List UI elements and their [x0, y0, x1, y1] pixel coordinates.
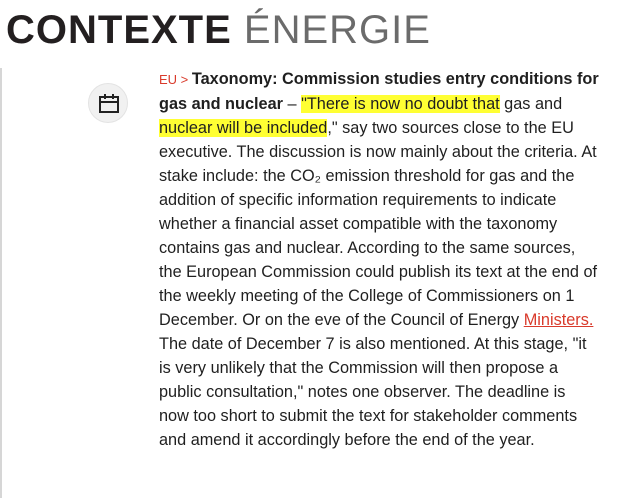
article-body-1: ," say two sources close to the EU executive. The discussion is now mainly about the criteria. At stake include: the CO₂ emission threshold for gas and the addition of specific information requirements to indicate whether a financial asset compatible with the taxonomy contains gas and nuclear. According to the same sources, the European Commission could publish its text at the end of the weekly meeting of the College of Commissioners on 1 December. Or on the eve of the Council of Energy: [159, 119, 598, 329]
calendar-icon: [98, 93, 120, 115]
ministers-link[interactable]: Ministers.: [523, 311, 594, 329]
article-brief: [159, 67, 599, 452]
article-headline: Taxonomy: Commission studies entry conditions for gas and nuclear: [159, 70, 599, 113]
section-name: ÉNERGIE: [243, 8, 431, 52]
region-tag[interactable]: EU: [159, 72, 178, 87]
highlighted-quote-2: nuclear will be included: [159, 119, 328, 137]
calendar-button[interactable]: [88, 83, 128, 123]
quote-middle: gas and: [499, 95, 563, 113]
article-text: [159, 67, 599, 452]
tag-separator: >: [177, 72, 192, 87]
masthead-logo[interactable]: [6, 6, 431, 54]
brand-name: CONTEXTE: [6, 8, 232, 52]
headline-dash: –: [282, 95, 302, 113]
left-divider: [0, 68, 2, 498]
article-body-2: The date of December 7 is also mentioned. At this stage, "it is very unlikely that the Commission will then propose a public consultation," notes one observer. The deadline is now too short to submit the text for stakeholder comments and amend it accordingly before the end of the year.: [159, 335, 587, 449]
highlighted-quote-1: "There is now no doubt that: [301, 95, 500, 113]
